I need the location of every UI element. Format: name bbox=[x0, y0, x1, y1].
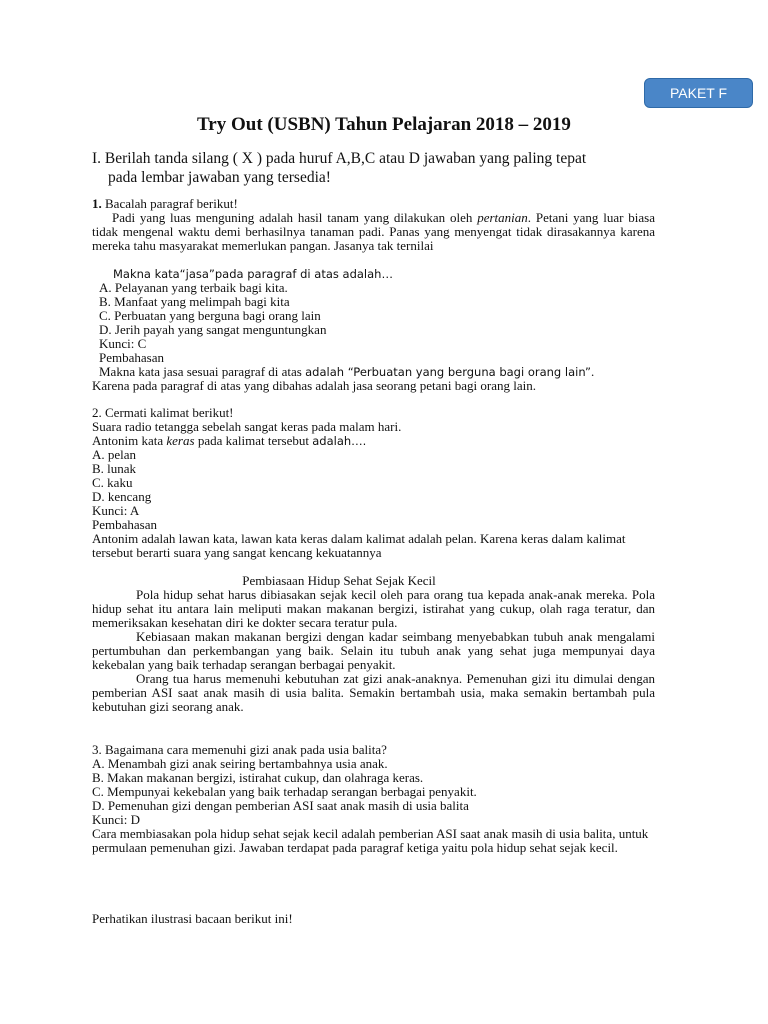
closing-text: Perhatikan ilustrasi bacaan berikut ini! bbox=[92, 911, 293, 926]
q3-option-d: D. Pemenuhan gizi dengan pemberian ASI saat anak masih di usia balita bbox=[92, 798, 469, 813]
q2-option-b: B. lunak bbox=[92, 461, 137, 476]
instruction-line-1: I. Berilah tanda silang ( X ) pada huruf A,B,C atau D jawaban yang paling tepat bbox=[92, 150, 587, 167]
q2-explanation: Antonim adalah lawan kata, lawan kata keras dalam kalimat adalah pelan. Karena keras dalam kalimat tersebut berarti suara yang sangat kencang kekuatannya bbox=[92, 531, 626, 561]
q3-option-b: B. Makan makanan bergizi, istirahat cukup, dan olahraga keras. bbox=[92, 770, 424, 785]
paket-badge: PAKET F bbox=[644, 78, 753, 108]
q1-option-a: A. Pelayanan yang terbaik bagi kita. bbox=[99, 280, 288, 295]
q1-pembahasan: Pembahasan bbox=[99, 350, 164, 365]
q2-q-italic: keras bbox=[166, 433, 195, 448]
q1-para-text: Padi yang luas menguning adalah hasil tanam yang dilakukan oleh bbox=[112, 210, 478, 225]
q3-prompt: 3. Bagaimana cara memenuhi gizi anak pada usia balita? bbox=[92, 742, 387, 757]
q2-prompt: 2. Cermati kalimat berikut! bbox=[92, 405, 234, 420]
q1-question: Makna kata“jasa”pada paragraf di atas adalah… bbox=[113, 267, 393, 281]
q1-expl-c: . bbox=[590, 364, 595, 379]
q2-q-a: Antonim kata bbox=[92, 433, 167, 448]
q1-option-b: B. Manfaat yang melimpah bagi kita bbox=[99, 294, 290, 309]
q2-option-a: A. pelan bbox=[92, 447, 137, 462]
q2-q-b: pada kalimat tersebut bbox=[194, 433, 313, 448]
q2-option-c: C. kaku bbox=[92, 475, 133, 490]
q3-option-a: A. Menambah gizi anak seiring bertambahnya usia anak. bbox=[92, 756, 388, 771]
reading-title: Pembiasaan Hidup Sehat Sejak Kecil bbox=[242, 573, 436, 588]
q1-expl-a: Makna kata jasa sesuai paragraf di atas bbox=[99, 364, 306, 379]
reading-paragraph-2: Kebiasaan makan makanan bergizi dengan kadar seimbang menyebabkan tubuh anak mengalami pertumbuhan dan perkembangan yang baik. Selain itu tubuh anak yang sehat juga mempunyai daya kekebalan yang baik terhadap serangan berbagai penyakit. bbox=[92, 629, 655, 673]
q2-q-c: adalah…. bbox=[312, 434, 367, 448]
page-title: Try Out (USBN) Tahun Pelajaran 2018 – 2019 bbox=[197, 114, 571, 135]
reading-paragraph-3: Orang tua harus memenuhi kebutuhan zat gizi anak-anaknya. Pemenuhan gizi itu dimulai dengan pemberian ASI saat anak masih di usia balita. Semakin bertambah usia, maka semakin bertambah pula kebutuhan gizi seorang anak. bbox=[92, 671, 655, 715]
q3-kunci: Kunci: D bbox=[92, 812, 141, 827]
q2-kunci: Kunci: A bbox=[92, 503, 140, 518]
instruction bbox=[92, 149, 672, 187]
q1-para-rest: . Petani yang luar biasa tidak mengenal waktu demi berhasilnya tanaman padi. Panas yang menyengat tidak dirasakannya karena mereka tahu masyarakat memerlukan pangan. Jasanya tak ternilai bbox=[92, 210, 655, 254]
q1-kunci: Kunci: C bbox=[99, 336, 147, 351]
q2-pembahasan: Pembahasan bbox=[92, 517, 157, 532]
q1-expl-b: adalah “Perbuatan yang berguna bagi orang lain” bbox=[305, 365, 591, 379]
q1-prompt-text: Bacalah paragraf berikut! bbox=[101, 196, 238, 211]
q2-sentence: Suara radio tetangga sebelah sangat keras pada malam hari. bbox=[92, 419, 402, 434]
reading-paragraph-1: Pola hidup sehat harus dibiasakan sejak kecil oleh para orang tua kepada anak-anak mereka. Pola hidup sehat itu antara lain meliputi makan makanan bergizi, istirahat yang cukup, olah raga teratur, dan memeriksakan kesehatan diri ke dokter secara teratur pula. bbox=[92, 587, 655, 631]
q3-explanation: Cara membiasakan pola hidup sehat sejak kecil adalah pemberian ASI saat anak masih di usia balita, untuk permulaan pemenuhan gizi. Jawaban terdapat pada paragraf ketiga yaitu pola hidup sehat sejak kecil. bbox=[92, 826, 649, 856]
q1-paragraph bbox=[92, 211, 655, 254]
q1-explanation-2: Karena pada paragraf di atas yang dibahas adalah jasa seorang petani bagi orang lain. bbox=[92, 378, 536, 393]
instruction-line-2: pada lembar jawaban yang tersedia! bbox=[108, 169, 331, 186]
q1-option-c: C. Perbuatan yang berguna bagi orang lain bbox=[99, 308, 321, 323]
q1-number: 1. bbox=[92, 196, 102, 211]
q2-option-d: D. kencang bbox=[92, 489, 152, 504]
q1-para-italic: pertanian bbox=[477, 210, 528, 225]
q1-option-d: D. Jerih payah yang sangat menguntungkan bbox=[99, 322, 327, 337]
q3-option-c: C. Mempunyai kekebalan yang baik terhadap serangan berbagai penyakit. bbox=[92, 784, 477, 799]
